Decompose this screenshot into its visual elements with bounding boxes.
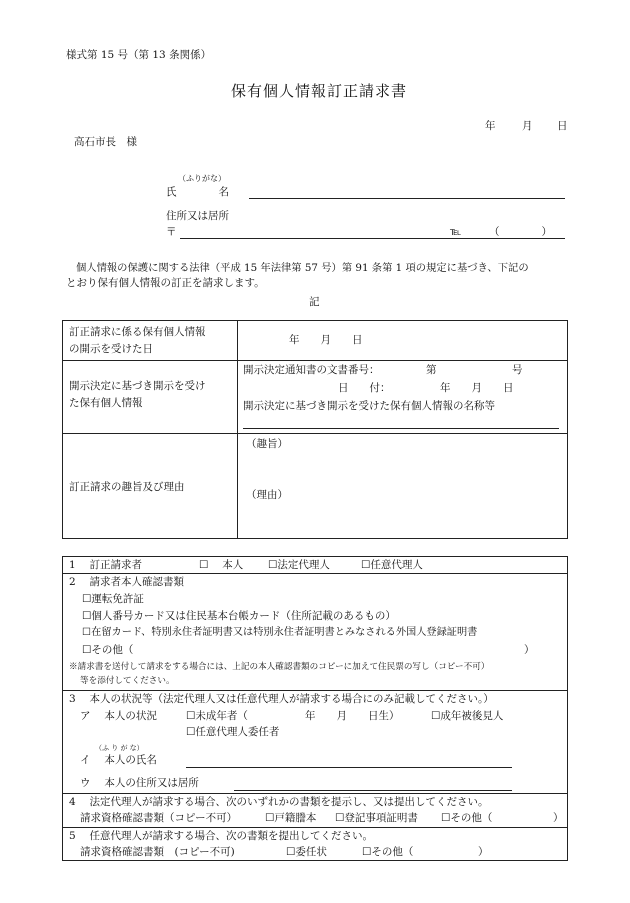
checkbox-drivers-license[interactable]: ☐運転免許証 (82, 593, 144, 605)
checkbox-principal[interactable]: ☐任意代理人委任者 (186, 726, 280, 738)
tel-mark: ℡ (450, 226, 462, 238)
note-line-2: 等を添付してください。 (80, 676, 175, 686)
row2-label: 開示決定に基づき開示を受け (69, 380, 206, 392)
row-divider (62, 690, 568, 691)
doc-date-label: 日 付： (338, 382, 391, 394)
checkbox-voluntary-agent[interactable]: ☐任意代理人 (361, 559, 423, 571)
date-day: 日 (557, 120, 568, 132)
row1-label: 訂正請求に係る保有個人情報 (69, 326, 206, 338)
form-number: 様式第 15 号（第 13 条関係） (66, 49, 212, 61)
intro-line-2: とおり保有個人情報の訂正を請求します。 (66, 277, 265, 289)
checkbox-mynumber-card[interactable]: ☐個人番号カード又は住民基本台帳カード（住所記載のあるもの） (82, 610, 396, 622)
doc-number-label: 開示決定通知書の文書番号： (243, 364, 380, 376)
other-id-close: ） (524, 644, 535, 656)
name-label: 氏 名 (166, 186, 229, 198)
status-label: ア 本人の状況 (80, 710, 157, 722)
doc-number-dai: 第 (426, 364, 437, 376)
intro-line-1: 個人情報の保護に関する法律（平成 15 年法律第 57 号）第 91 条第 1 項の規定に基づき、下記の (76, 262, 529, 274)
info-name-field[interactable] (243, 428, 559, 429)
other-doc-close: ） (553, 812, 564, 824)
checkbox-other-doc[interactable]: ☐その他（ (441, 812, 493, 824)
other-doc-5-close: ） (478, 846, 489, 858)
row-divider (62, 793, 568, 794)
addressee: 高石市長 様 (74, 136, 137, 148)
section1-label: 1 訂正請求者 (69, 559, 143, 571)
checkbox-registry-cert[interactable]: ☐登記事項証明書 (335, 812, 418, 824)
address-label: 住所又は居所 (166, 210, 229, 222)
row1-value[interactable]: 年 月 日 (289, 334, 363, 346)
section5-label: 5 任意代理人が請求する場合、次の書類を提出してください。 (69, 830, 374, 842)
date-month: 月 (522, 120, 533, 132)
checkbox-legal-agent[interactable]: ☐法定代理人 (268, 559, 330, 571)
principal-address-label: ウ 本人の住所又は居所 (80, 777, 199, 789)
row-divider (62, 360, 568, 361)
table-divider (237, 320, 238, 539)
checkbox-other-id[interactable]: ☐その他（ (82, 644, 134, 656)
principal-address-field[interactable] (234, 790, 512, 791)
checkbox-adult-ward[interactable]: ☐成年被後見人 (431, 710, 504, 722)
checkbox-power-of-attorney[interactable]: ☐委任状 (286, 846, 327, 858)
checkbox-self[interactable]: ☐ 本人 (199, 559, 244, 571)
purpose-label: （趣旨） (246, 438, 288, 450)
info-name-label: 開示決定に基づき開示を受けた保有個人情報の名称等 (243, 400, 495, 412)
checkbox-minor[interactable]: ☐未成年者（ (186, 710, 248, 722)
furigana-label-2: （ふ り が な） (95, 744, 144, 752)
doc-number-go: 号 (512, 364, 523, 376)
reason-label: （理由） (246, 489, 288, 501)
row3-label: 訂正請求の趣旨及び理由 (69, 481, 185, 493)
section4-docs: 請求資格確認書類（コピー不可） (80, 812, 238, 824)
row-divider (62, 827, 568, 828)
section3-label: 3 本人の状況等（法定代理人又は任意代理人が請求する場合にのみ記載してください。） (69, 693, 494, 705)
row2-label-2: た保有個人情報 (69, 397, 143, 409)
row-divider (62, 433, 568, 434)
ki-mark: 記 (309, 296, 320, 308)
doc-date-value[interactable]: 年 月 日 (440, 382, 514, 394)
checkbox-other-doc-5[interactable]: ☐その他（ (362, 846, 414, 858)
checkbox-family-register[interactable]: ☐戸籍謄本 (265, 812, 317, 824)
tel-parens: （ ） (489, 226, 552, 238)
postal-mark: 〒 (166, 226, 177, 238)
section4-label: 4 法定代理人が請求する場合、次のいずれかの書類を提示し、又は提出してください。 (69, 796, 489, 808)
principal-name-label: イ 本人の氏名 (80, 754, 157, 766)
row-divider (62, 573, 568, 574)
furigana-label: （ふりがな） (178, 174, 226, 183)
name-field[interactable] (249, 198, 565, 199)
row1-label-2: の開示を受けた日 (69, 343, 153, 355)
note-line-1: ※請求書を送付して請求をする場合には、上記の本人確認書類のコピーに加えて住民票の写し（コピー不可） (69, 662, 490, 672)
page-title: 保有個人情報訂正請求書 (231, 82, 408, 100)
date-year: 年 (485, 120, 496, 132)
section2-label: 2 請求者本人確認書類 (69, 576, 185, 588)
minor-birthdate[interactable]: 年 月 日生） (305, 710, 400, 722)
section5-docs: 請求資格確認書類 (コピー不可) (80, 846, 235, 858)
checkbox-residence-card[interactable]: ☐在留カード、特別永住者証明書又は特別永住者証明書とみなされる外国人登録証明書 (82, 627, 478, 638)
principal-name-field[interactable] (186, 767, 512, 768)
